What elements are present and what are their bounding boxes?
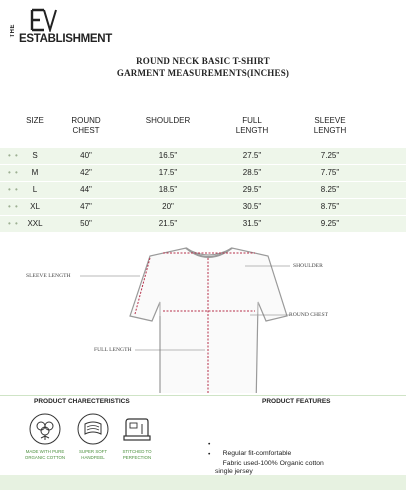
feature-text: Fabric used-100% Organic cotton single jersey — [215, 459, 324, 475]
cell-length: 29.5" — [242, 185, 262, 194]
cell-shoulder: 17.5" — [158, 168, 178, 177]
product-title: ROUND NECK BASIC T-SHIRT — [136, 56, 270, 66]
cell-chest: 50" — [80, 219, 92, 228]
feature-text: Regular fit-comfortable — [222, 449, 292, 457]
cell-length: 27.5" — [242, 151, 262, 160]
header-sleeve: SLEEVE LENGTH — [313, 116, 347, 135]
bullet: • — [208, 441, 211, 448]
cell-size: XL — [30, 202, 40, 211]
characteristics-title: PRODUCT CHARECTERISTICS — [34, 398, 130, 405]
table-row — [0, 199, 406, 215]
table-row — [0, 182, 406, 198]
icon-caption-stitched: STITCHED TO PERFECTION — [122, 449, 152, 460]
icon-caption-handfeel: SUPER SOFT HANDFEEL — [78, 449, 108, 460]
row-dots: • • — [8, 168, 19, 177]
tshirt-diagram — [0, 228, 406, 393]
label-full-length: FULL LENGTH — [94, 347, 132, 353]
label-sleeve-length: SLEEVE LENGTH — [26, 273, 71, 279]
row-dots: • • — [8, 219, 19, 228]
cell-size: M — [31, 168, 39, 177]
features-title: PRODUCT FEATURES — [262, 398, 331, 405]
label-shoulder: SHOULDER — [293, 263, 323, 269]
divider — [0, 395, 406, 396]
cell-shoulder: 16.5" — [158, 151, 178, 160]
icon-caption-cotton: MADE WITH PURE ORGANIC COTTON — [24, 449, 66, 460]
label-round-chest: ROUND CHEST — [289, 312, 329, 318]
table-header — [0, 112, 406, 148]
row-dots: • • — [8, 151, 19, 160]
header-length: FULL LENGTH — [235, 116, 269, 135]
cell-chest: 40" — [80, 151, 92, 160]
tshirt-illustration — [0, 228, 406, 393]
cell-chest: 47" — [80, 202, 92, 211]
cell-shoulder: 18.5" — [158, 185, 178, 194]
header-size: SIZE — [26, 116, 44, 125]
size-table — [0, 112, 406, 233]
row-dots: • • — [8, 185, 19, 194]
cotton-icon — [28, 412, 62, 446]
sewing-machine-icon — [120, 412, 154, 446]
brand-logo — [8, 6, 112, 46]
cell-sleeve: 9.25" — [320, 219, 340, 228]
header-chest: ROUND CHEST — [71, 116, 101, 135]
cell-size: L — [32, 185, 38, 194]
cell-sleeve: 8.25" — [320, 185, 340, 194]
brand-name: ESTABLISHMENT — [19, 33, 112, 45]
brand-the: THE — [10, 24, 16, 38]
table-row — [0, 148, 406, 164]
footer-bar — [0, 475, 406, 490]
cell-chest: 44" — [80, 185, 92, 194]
cell-chest: 42" — [80, 168, 92, 177]
measurement-title: GARMENT MEASUREMENTS(INCHES) — [116, 68, 290, 78]
cell-size: XXL — [27, 219, 43, 228]
bullet: • — [208, 451, 211, 458]
row-dots: • • — [8, 202, 19, 211]
cell-sleeve: 7.75" — [320, 168, 340, 177]
brand-mark-icon — [30, 8, 58, 32]
header-shoulder: SHOULDER — [145, 116, 191, 125]
cell-sleeve: 8.75" — [320, 202, 340, 211]
fabric-icon — [76, 412, 110, 446]
cell-shoulder: 20" — [162, 202, 174, 211]
cell-length: 28.5" — [242, 168, 262, 177]
cell-length: 31.5" — [242, 219, 262, 228]
cell-size: S — [32, 151, 38, 160]
cell-shoulder: 21.5" — [158, 219, 178, 228]
cell-length: 30.5" — [242, 202, 262, 211]
table-row — [0, 165, 406, 181]
cell-sleeve: 7.25" — [320, 151, 340, 160]
product-info — [0, 395, 406, 493]
